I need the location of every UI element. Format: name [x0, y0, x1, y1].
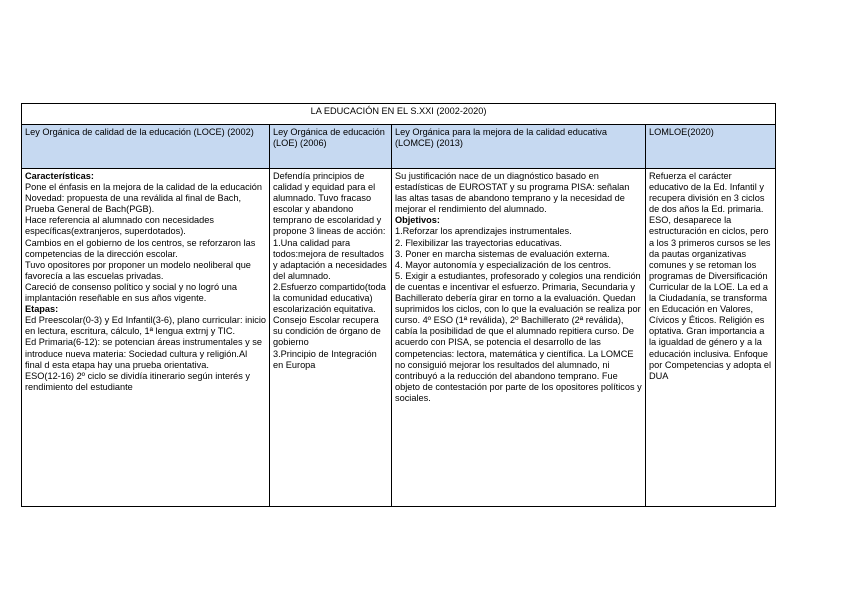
caracteristicas-label: Características: [25, 171, 94, 181]
header-loce: Ley Orgánica de calidad de la educación (LOCE) (2002) [22, 125, 270, 169]
loce-line: Cambios en el gobierno de los centros, se reforzaron las competencias de la dirección escolar. [25, 237, 256, 259]
header-lomce: Ley Orgánica para la mejora de la calidad educativa (LOMCE) (2013) [392, 125, 646, 169]
education-laws-table [21, 103, 776, 507]
cell-loe [270, 169, 392, 507]
header-lomloe: LOMLOE(2020) [646, 125, 776, 169]
loce-line: Careció de consenso político y social y no logró una implantación reseñable en sus años vigente. [25, 281, 237, 304]
etapa-line: ESO(12-16) 2º ciclo se dividía itinerario según interés y rendimiento del estudiante [25, 370, 250, 392]
etapas-label: Etapas: [25, 304, 59, 315]
loe-item: 2.Esfuerzo compartido(toda la comunidad educativa) escolarización equitativa. Consejo Escolar recupera su condición de órgano de gobierno [273, 281, 386, 348]
lomce-intro: Su justificación nace de un diagnóstico basado en estadísticas de EUROSTAT y su programa PISA: señalan las altas tasas de abandono temprano y la necesidad de mejorar el rendimiento del alumnado. [395, 171, 630, 215]
loe-intro: Defendía principios de calidad y equidad para el alumnado. Tuvo fracaso escolar y abandono temprano de escolaridad y propone 3 lineas de acción: [273, 171, 386, 237]
loce-line: Hace referencia al alumnado con necesidades específicas(extranjeros, superdotados). [25, 215, 214, 237]
objetivos-label: Objetivos: [395, 215, 440, 226]
loce-line: Pone el énfasis en la mejora de la calidad de la educación [25, 182, 262, 193]
objetivo-line: 1.Reforzar los aprendizajes instrumentales. [395, 226, 572, 237]
cell-lomce [392, 169, 646, 507]
cell-lomloe [646, 169, 776, 507]
header-loe: Ley Orgánica de educación (LOE) (2006) [270, 125, 392, 169]
objetivo-line: 5. Exigir a estudiantes, profesorado y colegios una rendición de cuentas e incentivar el esfuerzo. Primaria, Secundaria y Bachillerato debería girar en torno a la evaluación. Quedan suprimidos los ciclos, con lo que la evaluación se realiza por curso. 4º ESO (1ª reválida), 2º Bachillerato (2ª reválida), cabía la posibilidad de que el alumnado repitiera curso. De acuerdo con PISA, se potencia el desarrollo de las competencias: lectora, matemática y científica. La LOMCE no consiguió mejorar los resultados del alumnado, ni contribuyó a la reducción del abandono temprano. Fue objeto de contestación por parte de los opositores políticos y sociales. [395, 270, 642, 403]
cell-loce [22, 169, 270, 507]
objetivo-line: 3. Poner en marcha sistemas de evaluación externa. [395, 248, 610, 259]
loce-line: Novedad: propuesta de una reválida al final de Bach, Prueba General de Bach(PGB). [25, 193, 242, 215]
loe-item: 1.Una calidad para todos:mejora de resultados y adaptación a necesidades del alumnado. [273, 237, 387, 281]
loe-item: 3.Principio de Integración en Europa [273, 348, 377, 370]
table-title: LA EDUCACIÓN EN EL S.XXI (2002-2020) [22, 104, 776, 125]
etapa-line: Ed Preescolar(0-3) y Ed Infantil(3-6), plano curricular: inicio en lectura, escritura, cálculo, 1ª lengua extrnj y TIC. [25, 315, 267, 337]
loce-line: Tuvo opositores por proponer un modelo neoliberal que favorecía a las escuelas privadas. [25, 259, 251, 281]
etapa-line: Ed Primaria(6-12): se potencian áreas instrumentales y se introduce nueva materia: Sociedad cultura y religión.Al final d esta etapa hay una prueba orientativa. [25, 337, 262, 370]
objetivo-line: 2. Flexibilizar las trayectorias educativas. [395, 237, 562, 248]
lomloe-text: Refuerza el carácter educativo de la Ed. Infantil y recupera división en 3 ciclos de dos años la Ed. primaria. ESO, desaparece la estructuración en ciclos, pero a los 3 primeros cursos se les da pautas organizativas comunes y se retoman los programas de Diversificación Curricular de la LOE. La ed a la Ciudadanía, se transforma en Educación en Valores, Cívicos y Éticos. Religión es optativa. Gran importancia a la igualdad de género y a la educación inclusiva. Enfoque por Competencias y adopta el DUA [649, 171, 772, 381]
objetivo-line: 4. Mayor autonomía y especialización de los centros. [395, 259, 612, 270]
